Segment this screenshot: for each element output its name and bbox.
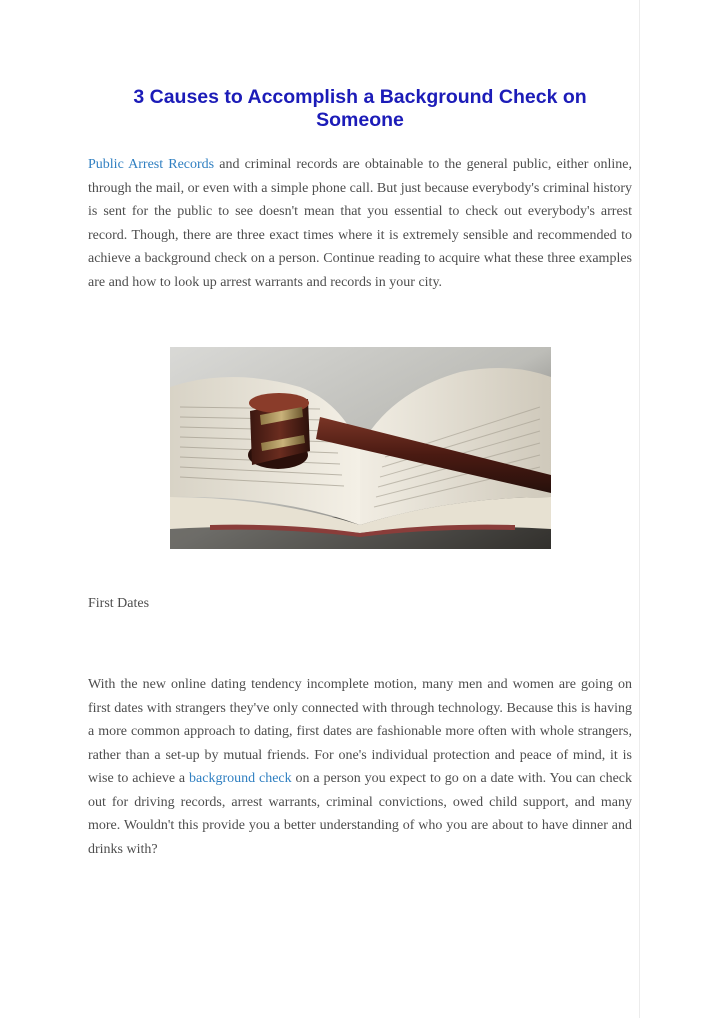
intro-paragraph-text: and criminal records are obtainable to the general public, either online, through the mail, or even with a simple phone call. But just because everybody's criminal history is sent for the public to see doesn't mean that you essential to check out everybody's arrest record. Though, there are three exact times where it is extremely sensible and recommended to achieve a background check on a person. Continue reading to acquire what these three examples are and how to look up arrest warrants and records in your city. — [88, 157, 632, 290]
gavel-book-image — [170, 347, 551, 549]
section-heading-first-dates: First Dates — [88, 596, 150, 611]
page-edge-line — [639, 0, 640, 1018]
first-dates-paragraph — [88, 673, 632, 861]
background-check-link[interactable]: background check — [189, 771, 292, 786]
intro-paragraph — [88, 153, 632, 294]
first-dates-text-before: With the new online dating tendency incomplete motion, many men and women are going on first dates with strangers they've only connected with through technology. Because this is having a more common approach to dating, first dates are fashionable more often with whole strangers, rather than a set-up by mutual friends. For one's individual protection and peace of mind, it is wise to achieve a — [88, 677, 632, 786]
first-dates-text-after: on a person you expect to go on a date with. You can check out for driving records, arrest warrants, criminal convictions, owed child support, and many more. Wouldn't this provide you a better understanding of who you are about to have dinner and drinks with? — [88, 771, 633, 857]
public-arrest-records-link[interactable]: Public Arrest Records — [88, 157, 215, 172]
document-title: 3 Causes to Accomplish a Background Check on Someone — [133, 86, 587, 131]
gavel-on-open-book-photo — [170, 347, 551, 549]
